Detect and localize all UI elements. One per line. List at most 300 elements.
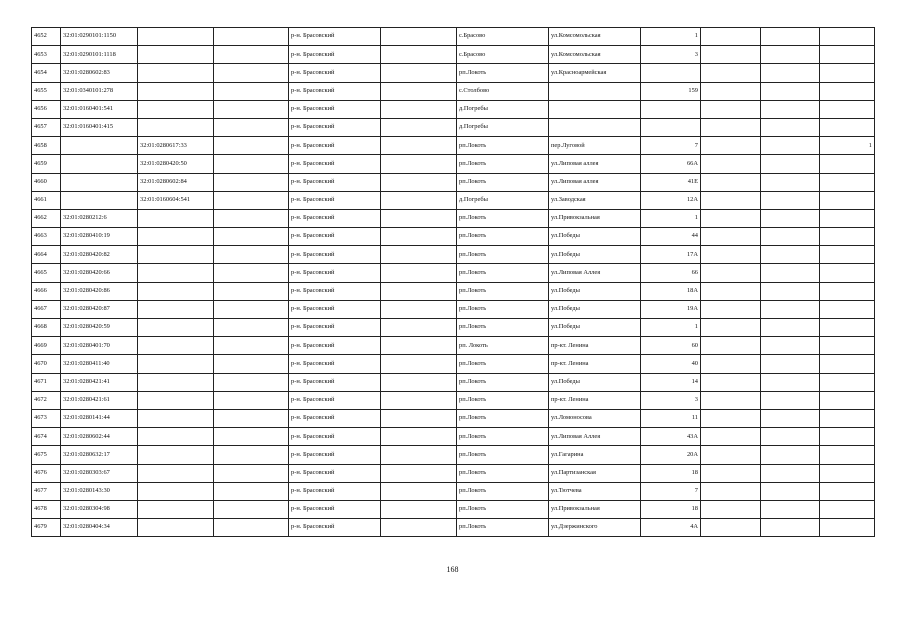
cadastral-number [61,155,138,173]
house-number [641,118,701,136]
locality: рп.Локоть [457,282,549,300]
empty-cell [761,82,820,100]
empty-cell [701,82,761,100]
empty-cell [701,355,761,373]
locality: рп.Локоть [457,355,549,373]
table-row [32,137,875,155]
cadastral-number: 32:01:0280303:67 [61,464,138,482]
empty-cell [701,391,761,409]
street: ул.Партизанская [549,464,641,482]
empty-cell [381,319,457,337]
empty-cell [701,100,761,118]
empty-cell [701,428,761,446]
table-row [32,355,875,373]
locality: рп. Локоть [457,337,549,355]
extra-value: 1 [820,137,875,155]
district: р-н. Брасовский [289,355,381,373]
locality: с.Брасово [457,46,549,64]
table-row [32,482,875,500]
empty-cell [381,137,457,155]
locality: д.Погребы [457,191,549,209]
extra-value [820,82,875,100]
empty-cell [214,46,289,64]
district: р-н. Брасовский [289,264,381,282]
district: р-н. Брасовский [289,500,381,518]
table-row [32,155,875,173]
empty-cell [701,118,761,136]
table-row [32,28,875,46]
empty-cell [701,64,761,82]
cadastral-number-alt [138,519,214,537]
table-row [32,246,875,264]
house-number: 18А [641,282,701,300]
locality: рп.Локоть [457,64,549,82]
empty-cell [381,500,457,518]
street: пр-кт. Ленина [549,355,641,373]
cadastral-number-alt [138,264,214,282]
street: ул.Комсомольская [549,46,641,64]
empty-cell [381,355,457,373]
empty-cell [214,464,289,482]
empty-cell [214,228,289,246]
empty-cell [381,428,457,446]
empty-cell [761,409,820,427]
empty-cell [761,137,820,155]
extra-value [820,64,875,82]
row-number: 4669 [32,337,61,355]
cadastral-number: 32:01:0280141:44 [61,409,138,427]
cadastral-number-alt [138,28,214,46]
street: ул.Липовая аллея [549,155,641,173]
empty-cell [214,155,289,173]
extra-value [820,409,875,427]
district: р-н. Брасовский [289,428,381,446]
house-number: 7 [641,482,701,500]
house-number: 14 [641,373,701,391]
row-number: 4659 [32,155,61,173]
table-row [32,300,875,318]
cadastral-number [61,173,138,191]
locality: рп.Локоть [457,373,549,391]
cadastral-number-alt [138,300,214,318]
house-number: 159 [641,82,701,100]
extra-value [820,28,875,46]
empty-cell [214,337,289,355]
empty-cell [701,155,761,173]
extra-value [820,46,875,64]
cadastral-number: 32:01:0280602:83 [61,64,138,82]
street: ул.Комсомольская [549,28,641,46]
locality: рп.Локоть [457,228,549,246]
table-row [32,228,875,246]
row-number: 4657 [32,118,61,136]
empty-cell [701,464,761,482]
street [549,100,641,118]
district: р-н. Брасовский [289,319,381,337]
empty-cell [701,282,761,300]
cadastral-number: 32:01:0280304:98 [61,500,138,518]
extra-value [820,519,875,537]
locality: д.Погребы [457,118,549,136]
empty-cell [761,155,820,173]
cadastral-number: 32:01:0280410:19 [61,228,138,246]
cadastral-number-alt [138,82,214,100]
locality: рп.Локоть [457,319,549,337]
row-number: 4679 [32,519,61,537]
cadastral-number-alt [138,500,214,518]
cadastral-number: 32:01:0280411:40 [61,355,138,373]
empty-cell [381,118,457,136]
table-row [32,82,875,100]
house-number [641,100,701,118]
empty-cell [701,137,761,155]
empty-cell [761,391,820,409]
cadastral-number [61,191,138,209]
empty-cell [381,264,457,282]
extra-value [820,264,875,282]
cadastral-number-alt [138,319,214,337]
cadastral-number-alt [138,446,214,464]
empty-cell [214,319,289,337]
street: пер.Луговой [549,137,641,155]
cadastral-number-alt [138,118,214,136]
street [549,82,641,100]
table-row [32,191,875,209]
empty-cell [701,246,761,264]
street: ул.Победы [549,282,641,300]
empty-cell [761,355,820,373]
street: ул.Заводская [549,191,641,209]
row-number: 4655 [32,82,61,100]
empty-cell [381,246,457,264]
row-number: 4656 [32,100,61,118]
cadastral-number: 32:01:0160401:415 [61,118,138,136]
district: р-н. Брасовский [289,173,381,191]
row-number: 4654 [32,64,61,82]
district: р-н. Брасовский [289,464,381,482]
empty-cell [701,173,761,191]
table-row [32,373,875,391]
locality: рп.Локоть [457,500,549,518]
row-number: 4662 [32,209,61,227]
empty-cell [214,391,289,409]
house-number: 19А [641,300,701,318]
house-number: 41Е [641,173,701,191]
street: пр-кт. Ленина [549,337,641,355]
empty-cell [761,282,820,300]
cadastral-number-alt [138,337,214,355]
house-number: 7 [641,137,701,155]
extra-value [820,155,875,173]
empty-cell [381,155,457,173]
house-number: 40 [641,355,701,373]
table-row [32,319,875,337]
district: р-н. Брасовский [289,82,381,100]
cadastral-number: 32:01:0280420:66 [61,264,138,282]
empty-cell [761,264,820,282]
empty-cell [214,137,289,155]
extra-value [820,228,875,246]
street: ул.Липовая Аллея [549,428,641,446]
cadastral-number: 32:01:0280143:30 [61,482,138,500]
cadastral-number: 32:01:0280421:41 [61,373,138,391]
district: р-н. Брасовский [289,282,381,300]
extra-value [820,355,875,373]
locality: рп.Локоть [457,264,549,282]
extra-value [820,428,875,446]
empty-cell [761,446,820,464]
district: р-н. Брасовский [289,246,381,264]
table-row [32,282,875,300]
cadastral-number: 32:01:0280420:59 [61,319,138,337]
empty-cell [381,391,457,409]
empty-cell [381,482,457,500]
house-number: 66 [641,264,701,282]
cadastral-number: 32:01:0280420:87 [61,300,138,318]
empty-cell [761,118,820,136]
cadastral-number-alt [138,428,214,446]
district: р-н. Брасовский [289,64,381,82]
empty-cell [214,209,289,227]
empty-cell [701,482,761,500]
cadastral-number: 32:01:0340101:278 [61,82,138,100]
empty-cell [761,246,820,264]
house-number: 60 [641,337,701,355]
empty-cell [381,64,457,82]
table-row [32,46,875,64]
cadastral-number-alt [138,373,214,391]
house-number: 12А [641,191,701,209]
street: ул.Дзержинского [549,519,641,537]
row-number: 4676 [32,464,61,482]
empty-cell [381,82,457,100]
table-row [32,446,875,464]
table-row [32,519,875,537]
empty-cell [701,337,761,355]
house-number: 66А [641,155,701,173]
empty-cell [761,173,820,191]
empty-cell [214,282,289,300]
district: р-н. Брасовский [289,391,381,409]
empty-cell [214,118,289,136]
empty-cell [381,28,457,46]
empty-cell [214,264,289,282]
district: р-н. Брасовский [289,46,381,64]
register-body [32,28,875,537]
empty-cell [701,319,761,337]
row-number: 4666 [32,282,61,300]
empty-cell [381,46,457,64]
cadastral-number: 32:01:0280212:6 [61,209,138,227]
cadastral-number-alt [138,391,214,409]
street: ул.Победы [549,373,641,391]
house-number: 1 [641,209,701,227]
street [549,118,641,136]
row-number: 4673 [32,409,61,427]
empty-cell [214,300,289,318]
empty-cell [381,173,457,191]
extra-value [820,209,875,227]
district: р-н. Брасовский [289,409,381,427]
extra-value [820,100,875,118]
locality: рп.Локоть [457,300,549,318]
cadastral-number-alt [138,355,214,373]
table-row [32,264,875,282]
district: р-н. Брасовский [289,100,381,118]
empty-cell [761,46,820,64]
empty-cell [761,464,820,482]
register-table [31,27,875,537]
house-number: 43А [641,428,701,446]
empty-cell [701,409,761,427]
extra-value [820,282,875,300]
street: ул.Победы [549,228,641,246]
house-number: 17А [641,246,701,264]
empty-cell [214,482,289,500]
table-row [32,428,875,446]
empty-cell [701,519,761,537]
street: ул.Липовая Аллея [549,264,641,282]
cadastral-number: 32:01:0280404:34 [61,519,138,537]
empty-cell [381,446,457,464]
table-row [32,500,875,518]
row-number: 4667 [32,300,61,318]
table-row [32,173,875,191]
locality: рп.Локоть [457,137,549,155]
empty-cell [761,337,820,355]
row-number: 4652 [32,28,61,46]
empty-cell [214,173,289,191]
table-row [32,118,875,136]
cadastral-number: 32:01:0290101:1118 [61,46,138,64]
cadastral-number-alt: 32:01:0280617:33 [138,137,214,155]
empty-cell [381,228,457,246]
house-number: 3 [641,391,701,409]
empty-cell [761,191,820,209]
table-row [32,409,875,427]
street: ул.Тютчева [549,482,641,500]
empty-cell [381,100,457,118]
district: р-н. Брасовский [289,137,381,155]
empty-cell [381,300,457,318]
locality: д.Погребы [457,100,549,118]
extra-value [820,319,875,337]
cadastral-number: 32:01:0280421:61 [61,391,138,409]
empty-cell [381,191,457,209]
empty-cell [214,519,289,537]
district: р-н. Брасовский [289,209,381,227]
house-number: 20А [641,446,701,464]
locality: рп.Локоть [457,155,549,173]
table-row [32,64,875,82]
empty-cell [214,428,289,446]
cadastral-number: 32:01:0280602:44 [61,428,138,446]
cadastral-number [61,137,138,155]
empty-cell [381,282,457,300]
empty-cell [701,500,761,518]
district: р-н. Брасовский [289,337,381,355]
table-row [32,337,875,355]
street: ул.Победы [549,300,641,318]
district: р-н. Брасовский [289,155,381,173]
page-number: 168 [446,565,459,574]
locality: рп.Локоть [457,391,549,409]
row-number: 4665 [32,264,61,282]
empty-cell [761,209,820,227]
house-number: 44 [641,228,701,246]
house-number: 1 [641,319,701,337]
row-number: 4653 [32,46,61,64]
empty-cell [701,264,761,282]
empty-cell [381,373,457,391]
cadastral-number: 32:01:0280401:70 [61,337,138,355]
empty-cell [214,28,289,46]
cadastral-number-alt [138,482,214,500]
locality: рп.Локоть [457,428,549,446]
empty-cell [381,464,457,482]
locality: рп.Локоть [457,482,549,500]
empty-cell [701,300,761,318]
empty-cell [701,228,761,246]
empty-cell [701,373,761,391]
locality: рп.Локоть [457,246,549,264]
house-number: 1 [641,28,701,46]
extra-value [820,246,875,264]
cadastral-number-alt [138,64,214,82]
extra-value [820,118,875,136]
empty-cell [701,46,761,64]
district: р-н. Брасовский [289,446,381,464]
locality: с.Столбово [457,82,549,100]
cadastral-number-alt: 32:01:0280420:50 [138,155,214,173]
extra-value [820,300,875,318]
street: ул.Привокзальная [549,500,641,518]
table-row [32,209,875,227]
cadastral-number-alt: 32:01:0280602:84 [138,173,214,191]
row-number: 4675 [32,446,61,464]
cadastral-number: 32:01:0280420:86 [61,282,138,300]
cadastral-number-alt [138,246,214,264]
locality: с.Брасово [457,28,549,46]
district: р-н. Брасовский [289,191,381,209]
cadastral-number-alt [138,46,214,64]
extra-value [820,446,875,464]
locality: рп.Локоть [457,446,549,464]
empty-cell [214,446,289,464]
empty-cell [214,100,289,118]
house-number: 18 [641,500,701,518]
cadastral-number-alt [138,209,214,227]
empty-cell [214,500,289,518]
cadastral-number-alt [138,464,214,482]
street: ул.Гагарина [549,446,641,464]
district: р-н. Брасовский [289,373,381,391]
extra-value [820,173,875,191]
house-number: 11 [641,409,701,427]
extra-value [820,337,875,355]
house-number: 18 [641,464,701,482]
extra-value [820,191,875,209]
row-number: 4674 [32,428,61,446]
empty-cell [761,100,820,118]
empty-cell [701,191,761,209]
empty-cell [214,355,289,373]
street: ул.Ломоносова [549,409,641,427]
empty-cell [214,82,289,100]
empty-cell [761,228,820,246]
empty-cell [761,500,820,518]
empty-cell [761,519,820,537]
